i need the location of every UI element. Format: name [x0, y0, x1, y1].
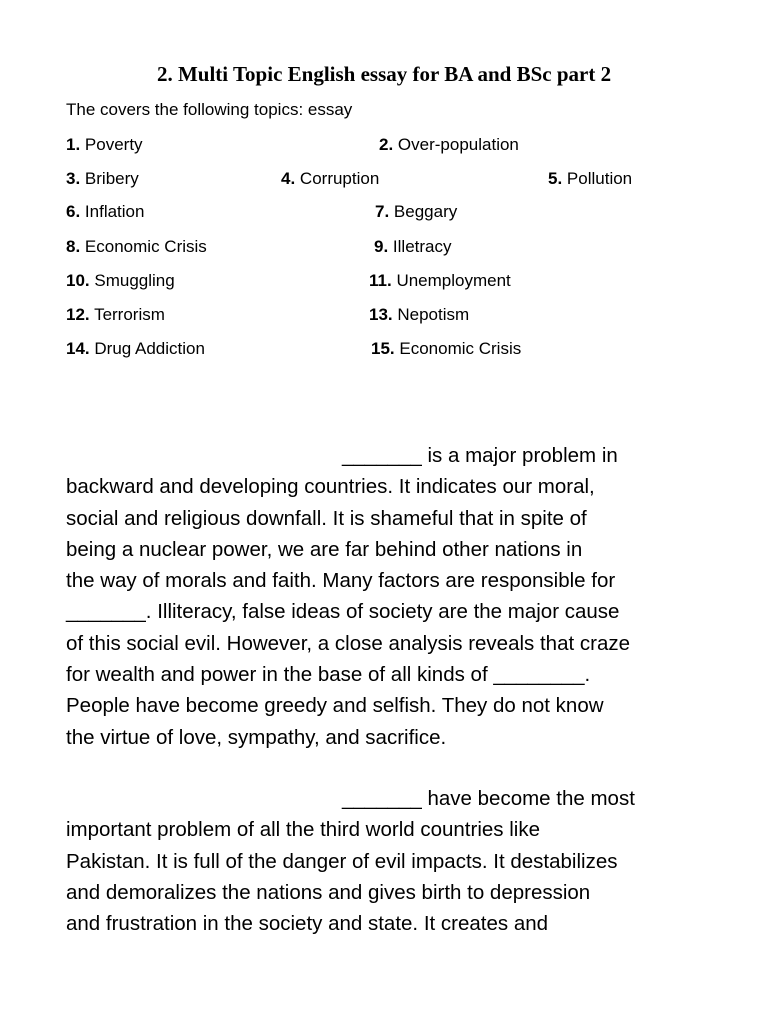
topic-item	[66, 237, 207, 257]
topic-item	[66, 339, 205, 359]
topic-number: 6.	[66, 202, 81, 221]
essay-paragraph	[66, 783, 716, 939]
paragraph-line: being a nuclear power, we are far behind other nations in	[66, 537, 583, 561]
topic-number: 8.	[66, 237, 81, 256]
topic-label: Pollution	[566, 169, 633, 188]
topic-item	[66, 135, 143, 155]
paragraph-line: and frustration in the society and state. It creates and	[66, 912, 549, 936]
topic-label: Corruption	[299, 169, 380, 188]
document-title: 2. Multi Topic English essay for BA and BSc part 2	[156, 62, 612, 86]
topic-number: 15.	[371, 339, 395, 358]
paragraph-line: backward and developing countries. It indicates our moral,	[66, 475, 595, 499]
topic-number: 2.	[379, 135, 394, 154]
topic-item	[379, 135, 519, 155]
paragraph-line: _______ is a major problem in	[342, 444, 618, 467]
paragraph-line: social and religious downfall. It is shameful that in spite of	[66, 506, 587, 530]
topic-label: Inflation	[84, 202, 145, 221]
topic-label: Bribery	[84, 169, 139, 188]
topic-row	[0, 135, 768, 159]
topic-row	[0, 169, 768, 193]
topic-item	[369, 305, 469, 325]
topic-item	[369, 271, 511, 291]
topic-label: Illetracy	[392, 237, 452, 256]
topic-row	[0, 271, 768, 295]
paragraph-line: _______. Illiteracy, false ideas of society are the major cause	[66, 600, 620, 624]
paragraph-line: the way of morals and faith. Many factors are responsible for	[66, 569, 616, 593]
topic-number: 11.	[369, 271, 392, 290]
topic-number: 3.	[66, 169, 81, 188]
topic-item	[66, 305, 165, 325]
paragraph-line: and demoralizes the nations and gives birth to depression	[66, 880, 591, 904]
topic-number: 10.	[66, 271, 90, 290]
topic-item	[548, 169, 632, 189]
essay-paragraph	[66, 440, 716, 753]
topic-number: 1.	[66, 135, 81, 154]
paragraph-line: People have become greedy and selfish. They do not know	[66, 694, 604, 718]
topic-label: Smuggling	[94, 271, 175, 290]
topic-label: Beggary	[393, 202, 458, 221]
topic-item	[371, 339, 521, 359]
paragraph-line: the virtue of love, sympathy, and sacrifice.	[66, 725, 447, 749]
paragraph-line: Pakistan. It is full of the danger of evil impacts. It destabilizes	[66, 849, 618, 873]
topic-label: Nepotism	[397, 305, 470, 324]
topic-label: Economic Crisis	[84, 237, 207, 256]
topic-number: 7.	[375, 202, 390, 221]
topic-item	[375, 202, 457, 222]
topic-number: 14.	[66, 339, 90, 358]
topic-number: 5.	[548, 169, 563, 188]
paragraph-line: of this social evil. However, a close analysis reveals that craze	[66, 631, 631, 655]
topic-label: Terrorism	[94, 305, 165, 324]
paragraph-line: _______ have become the most	[342, 787, 635, 810]
paragraph-line: important problem of all the third world countries like	[66, 818, 540, 842]
topic-label: Poverty	[84, 135, 143, 154]
topic-row	[0, 339, 768, 363]
topic-item	[374, 237, 452, 257]
topic-number: 12.	[66, 305, 90, 324]
topic-label: Economic Crisis	[399, 339, 522, 358]
paragraph-line: for wealth and power in the base of all kinds of ________.	[66, 663, 591, 687]
topic-number: 9.	[374, 237, 389, 256]
topic-item	[281, 169, 379, 189]
topic-row	[0, 305, 768, 329]
topic-number: 13.	[369, 305, 393, 324]
topic-row	[0, 237, 768, 261]
topic-item	[66, 271, 175, 291]
topic-item	[66, 169, 139, 189]
topic-label: Over-population	[397, 135, 519, 154]
topic-label: Unemployment	[396, 271, 511, 290]
topic-label: Drug Addiction	[94, 339, 205, 358]
intro-text: The covers the following topics: essay	[66, 100, 353, 119]
topic-number: 4.	[281, 169, 296, 188]
topic-item	[66, 202, 144, 222]
topic-row	[0, 202, 768, 226]
